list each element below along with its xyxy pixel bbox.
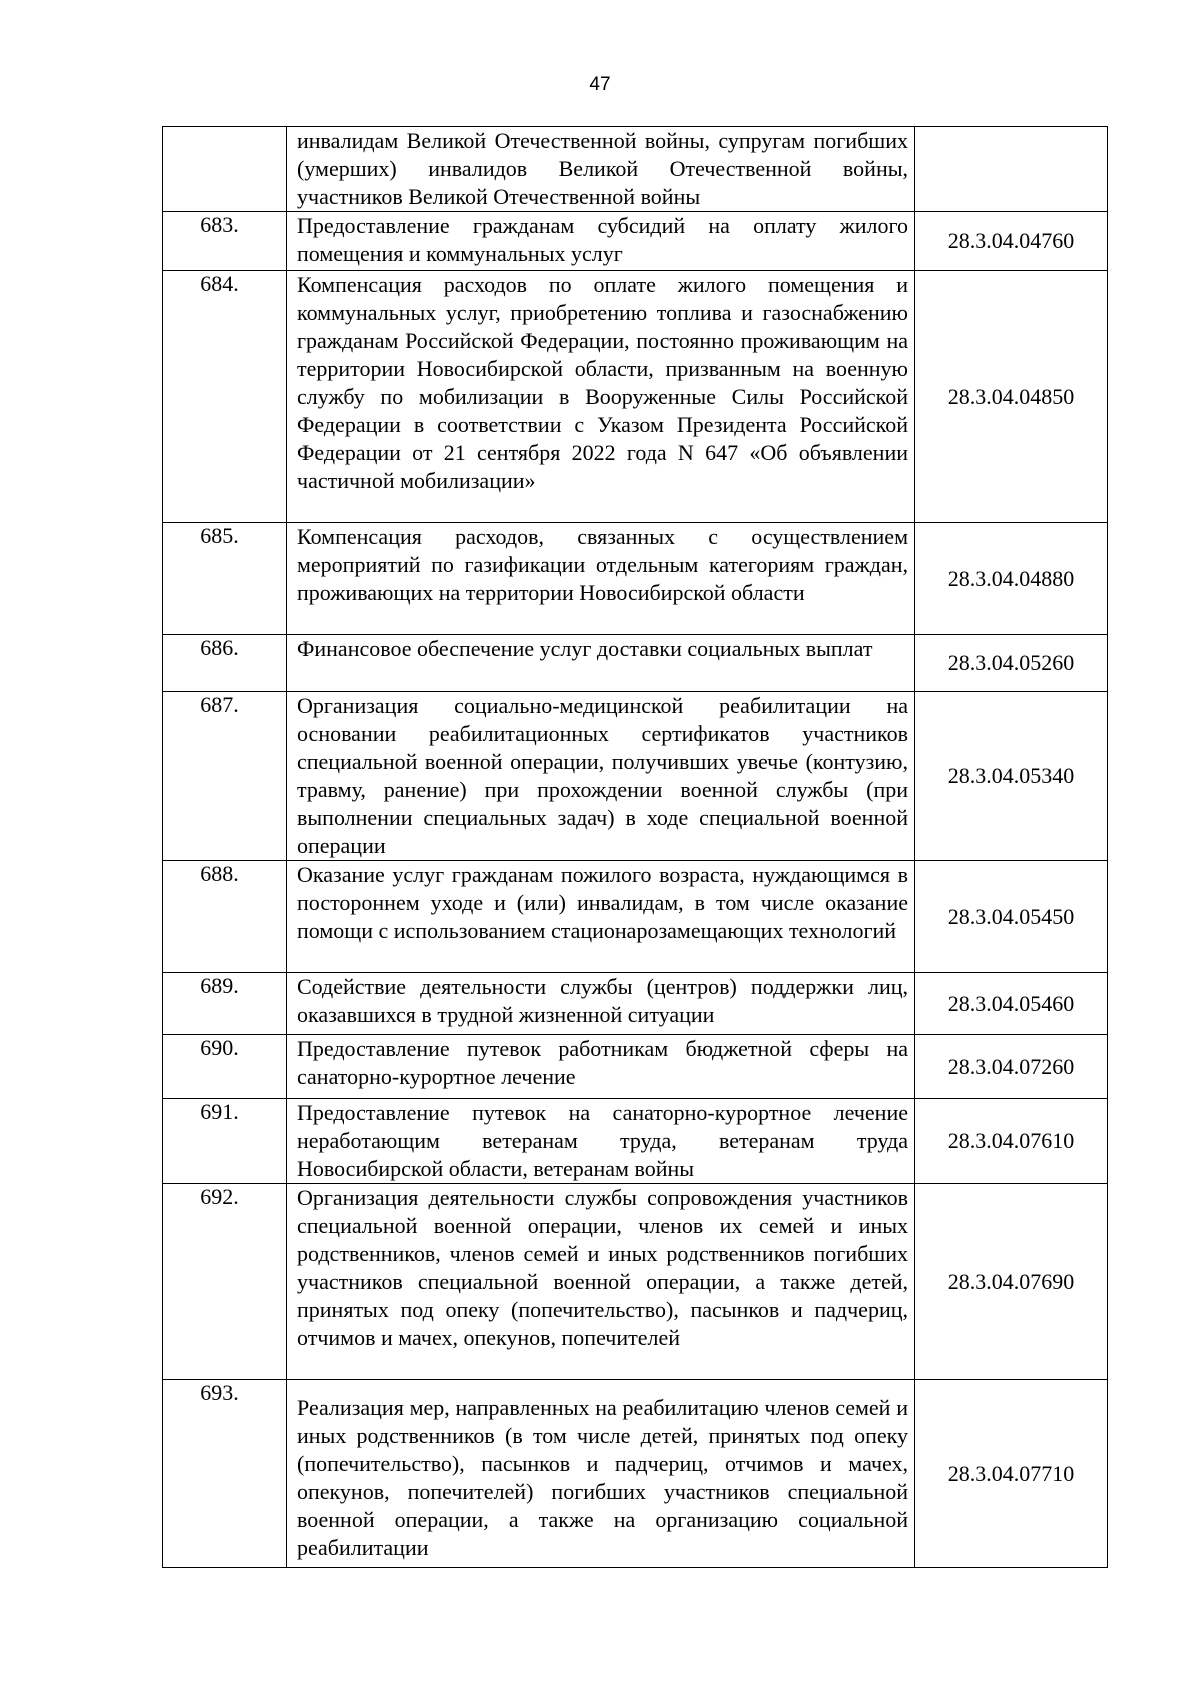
table-row xyxy=(163,271,1108,523)
row-code: 28.3.04.04760 xyxy=(915,212,1108,271)
row-number: 690. xyxy=(163,1035,287,1099)
table-row xyxy=(163,127,1108,212)
row-number: 692. xyxy=(163,1184,287,1380)
row-code: 28.3.04.04880 xyxy=(915,523,1108,635)
row-code: 28.3.04.05460 xyxy=(915,973,1108,1035)
row-description: Реализация мер, направленных на реабилитацию членов семей и иных родственников (в том числе детей, принятых под опеку (попечительство), пасынков и падчериц, отчимов и мачех, опекунов, попечителей) погибших участников специальной военной операции, а также на организацию социальной реабилитации xyxy=(287,1380,915,1568)
table-row xyxy=(163,523,1108,635)
row-description: Оказание услуг гражданам пожилого возраста, нуждающимся в постороннем уходе и (или) инвалидам, в том числе оказание помощи с использованием стационарозамещающих технологий xyxy=(287,861,915,973)
row-description: Предоставление путевок на санаторно-курортное лечение неработающим ветеранам труда, ветеранам труда Новосибирской области, ветеранам войны xyxy=(287,1099,915,1184)
table-row xyxy=(163,635,1108,692)
row-number: 688. xyxy=(163,861,287,973)
row-number xyxy=(163,127,287,212)
row-description: Содействие деятельности службы (центров) поддержки лиц, оказавшихся в трудной жизненной ситуации xyxy=(287,973,915,1035)
row-description: Финансовое обеспечение услуг доставки социальных выплат xyxy=(287,635,915,692)
row-number: 691. xyxy=(163,1099,287,1184)
row-number: 684. xyxy=(163,271,287,523)
row-number: 686. xyxy=(163,635,287,692)
row-code: 28.3.04.05260 xyxy=(915,635,1108,692)
row-description: инвалидам Великой Отечественной войны, супругам погибших (умерших) инвалидов Великой Отечественной войны, участников Великой Отечественной войны xyxy=(287,127,915,212)
table-row xyxy=(163,1099,1108,1184)
row-code: 28.3.04.07610 xyxy=(915,1099,1108,1184)
row-number: 693. xyxy=(163,1380,287,1568)
row-code: 28.3.04.07690 xyxy=(915,1184,1108,1380)
row-code: 28.3.04.05450 xyxy=(915,861,1108,973)
row-number: 689. xyxy=(163,973,287,1035)
row-code xyxy=(915,127,1108,212)
row-description: Предоставление путевок работникам бюджетной сферы на санаторно-курортное лечение xyxy=(287,1035,915,1099)
row-number: 683. xyxy=(163,212,287,271)
row-number: 687. xyxy=(163,692,287,861)
table-row xyxy=(163,692,1108,861)
row-code: 28.3.04.07260 xyxy=(915,1035,1108,1099)
row-description: Компенсация расходов, связанных с осуществлением мероприятий по газификации отдельным категориям граждан, проживающих на территории Новосибирской области xyxy=(287,523,915,635)
row-description: Предоставление гражданам субсидий на оплату жилого помещения и коммунальных услуг xyxy=(287,212,915,271)
row-code: 28.3.04.07710 xyxy=(915,1380,1108,1568)
budget-codes-table xyxy=(162,126,1108,1568)
row-description: Организация деятельности службы сопровождения участников специальной военной операции, членов их семей и иных родственников, членов семей и иных родственников погибших участников специальной военной операции, а также детей, принятых под опеку (попечительство), пасынков и падчериц, отчимов и мачех, опекунов, попечителей xyxy=(287,1184,915,1380)
row-number: 685. xyxy=(163,523,287,635)
row-description: Организация социально-медицинской реабилитации на основании реабилитационных сертификатов участников специальной военной операции, получивших увечье (контузию, травму, ранение) при прохождении военной службы (при выполнении специальных задач) в ходе специальной военной операции xyxy=(287,692,915,861)
row-description: Компенсация расходов по оплате жилого помещения и коммунальных услуг, приобретению топлива и газоснабжению гражданам Российской Федерации, постоянно проживающим на территории Новосибирской области, призванным на военную службу по мобилизации в Вооруженные Силы Российской Федерации в соответствии с Указом Президента Российской Федерации от 21 сентября 2022 года N 647 «Об объявлении частичной мобилизации» xyxy=(287,271,915,523)
table-row xyxy=(163,1184,1108,1380)
table-row xyxy=(163,1035,1108,1099)
table-row xyxy=(163,973,1108,1035)
row-code: 28.3.04.04850 xyxy=(915,271,1108,523)
page-number: 47 xyxy=(589,74,611,95)
table-row xyxy=(163,861,1108,973)
row-code: 28.3.04.05340 xyxy=(915,692,1108,861)
table-row xyxy=(163,212,1108,271)
table-row xyxy=(163,1380,1108,1568)
